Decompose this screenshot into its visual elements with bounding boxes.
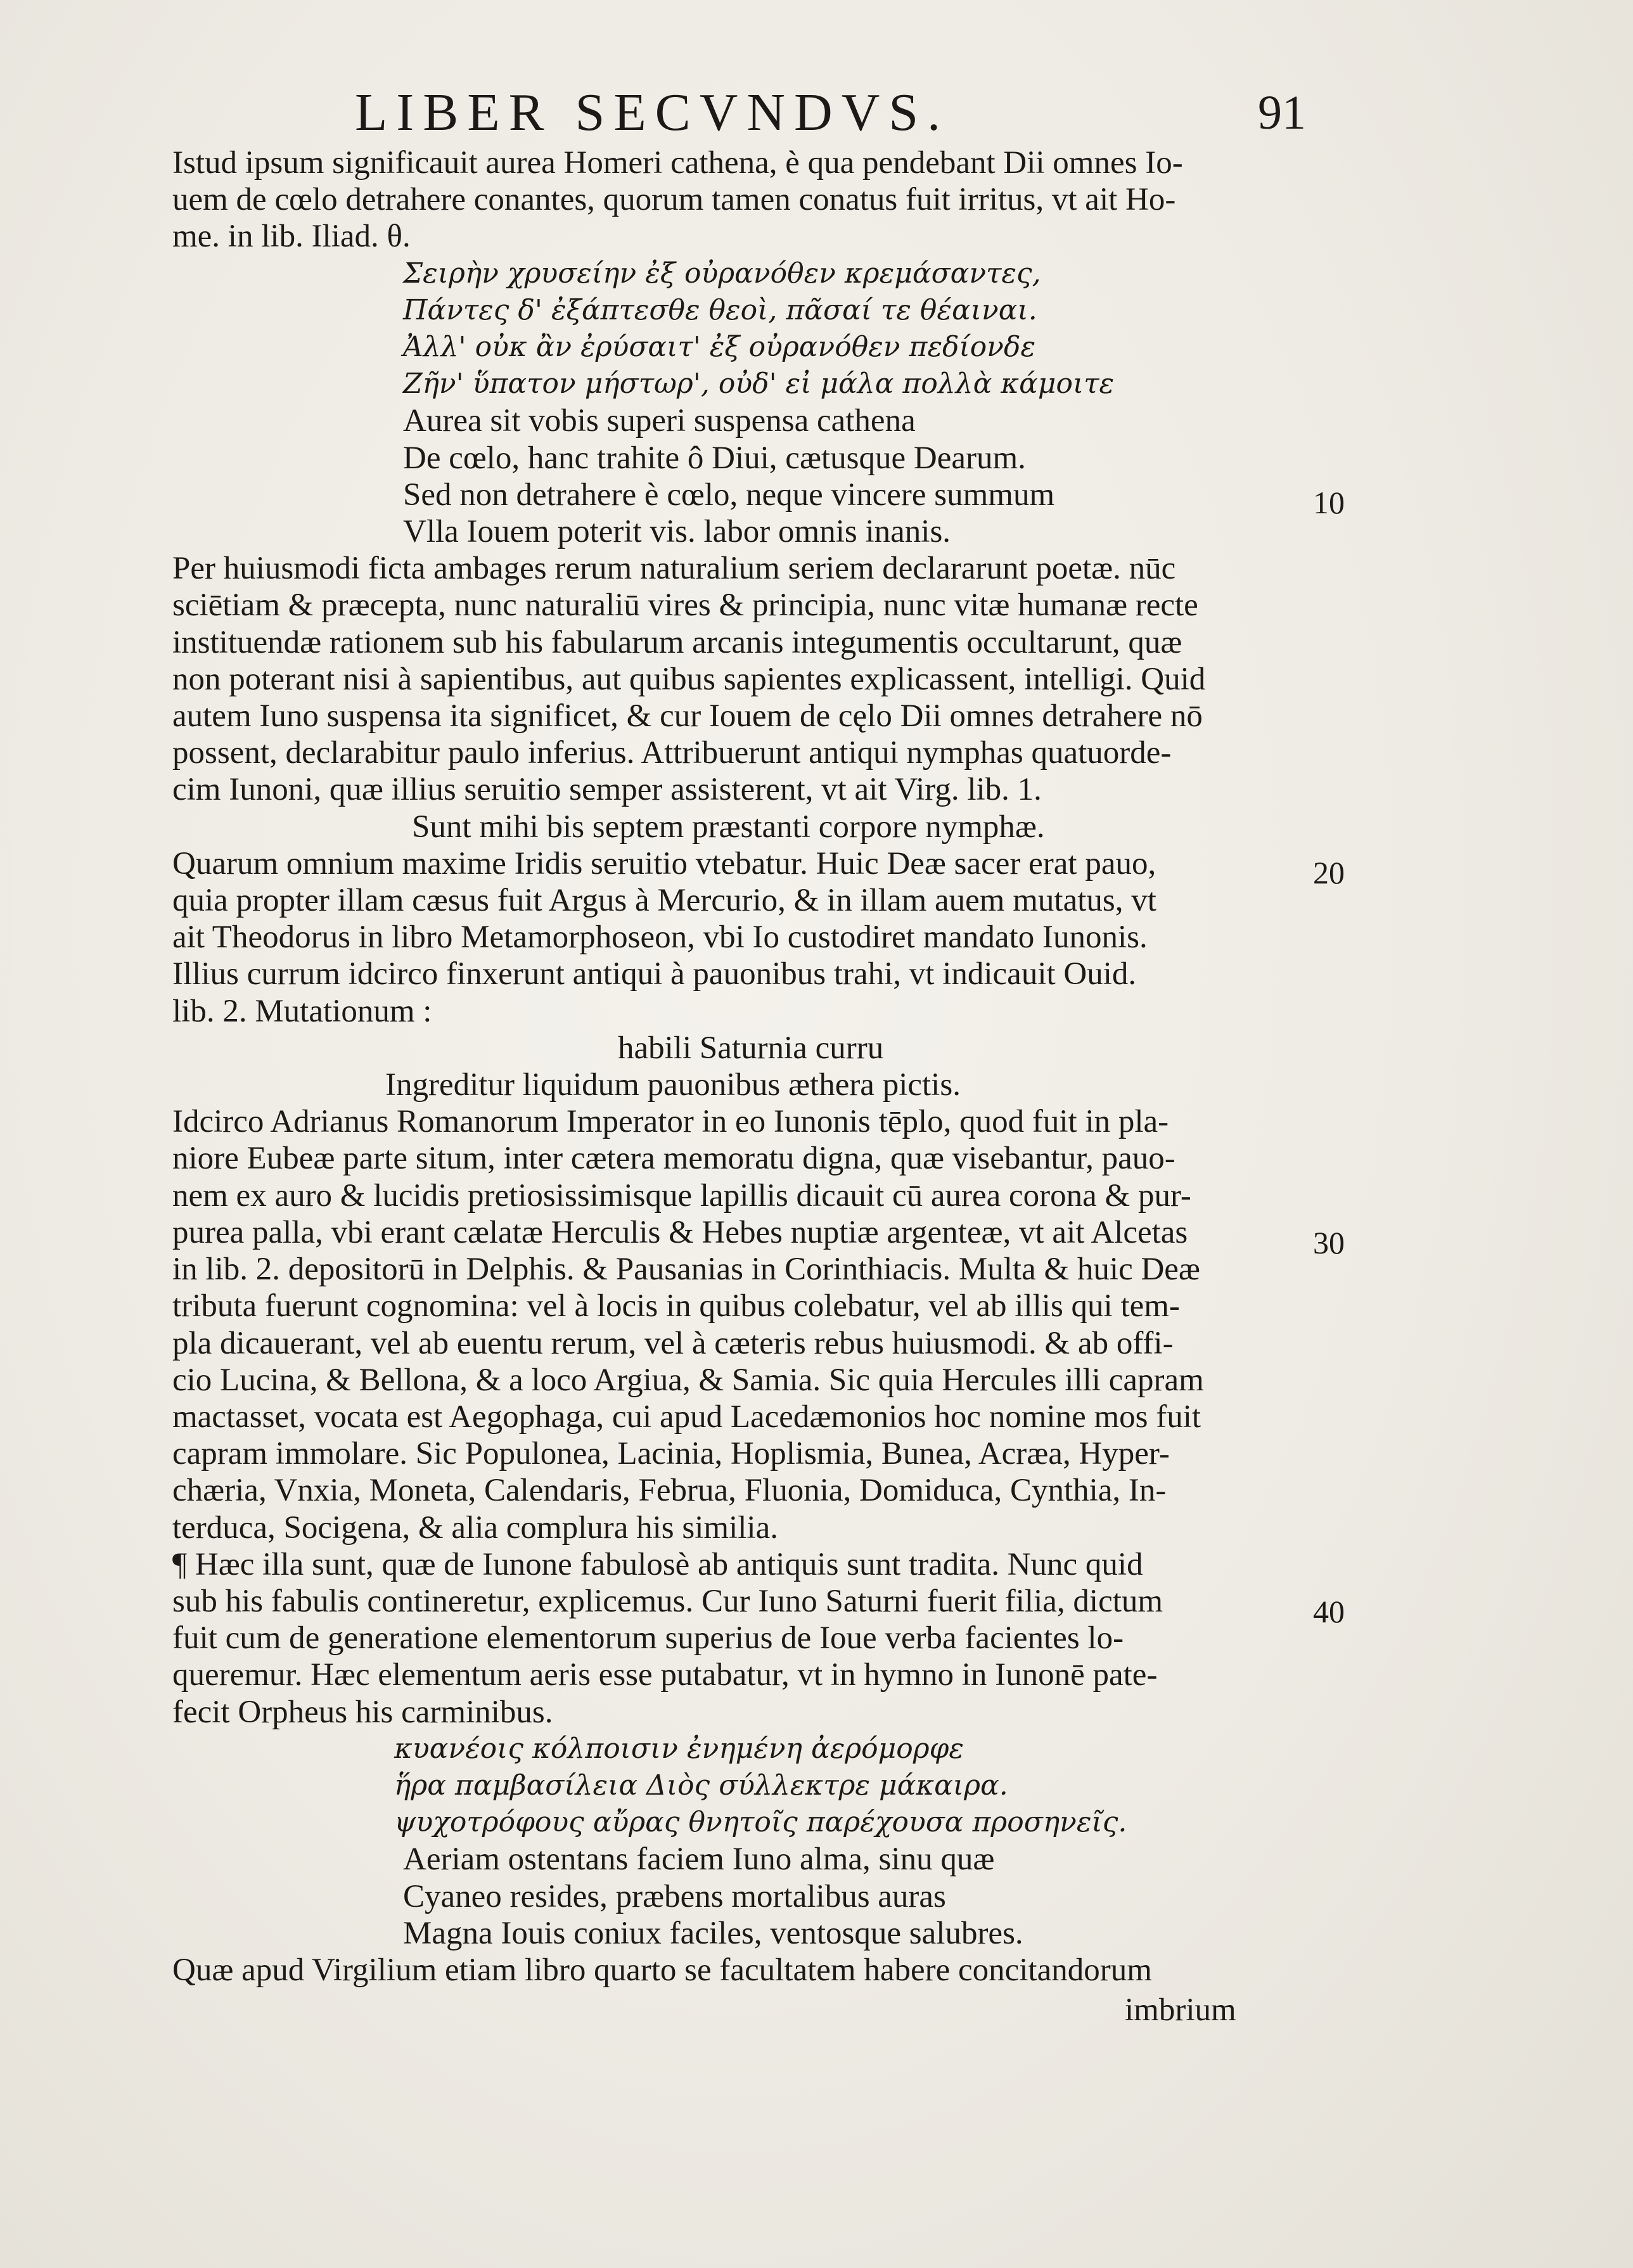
text-line: me. in lib. Iliad. θ. <box>172 219 411 255</box>
text-line: tributa fuerunt cognomina: vel à locis in quibus colebatur, vel ab illis qui tem- <box>172 1288 1180 1324</box>
verse-line: Vlla Iouem poterit vis. labor omnis inanis. <box>403 514 951 550</box>
text-line: capram immolare. Sic Populonea, Lacinia, Hoplismia, Bunea, Acræa, Hyper- <box>172 1436 1170 1472</box>
paragraph <box>172 144 1307 255</box>
text-line: ait Theodorus in libro Metamorphoseon, vbi Io custodiret mandato Iunonis. <box>172 919 1148 956</box>
verse-line: Ἀλλ' οὐκ ἂν ἐρύσαιτ' ἐξ οὐρανόθεν πεδίονδε <box>403 331 1036 364</box>
verse-line: habili Saturnia curru <box>618 1030 884 1066</box>
greek-verse <box>172 255 1307 403</box>
text-line: cim Iunoni, quæ illius seruitio semper assisterent, vt ait Virg. lib. 1. <box>172 772 1042 808</box>
verse-line: Aurea sit vobis superi suspensa cathena <box>403 403 916 439</box>
text-line: Per huiusmodi ficta ambages rerum naturalium seriem declararunt poetæ. nūc <box>172 551 1176 587</box>
verse-line: ψυχοτρόφους αὔρας θνητοῖς παρέχουσα προσηνεῖς. <box>394 1806 1127 1839</box>
verse-line: Aeriam ostentans faciem Iuno alma, sinu quæ <box>403 1842 995 1878</box>
text-line: niore Eubeæ parte situm, inter cætera memoratu digna, quæ visebantur, pauo- <box>172 1141 1175 1177</box>
text-line: Quæ apud Virgilium etiam libro quarto se facultatem habere concitandorum <box>172 1952 1152 1988</box>
text-line: in lib. 2. depositorū in Delphis. & Pausanias in Corinthiacis. Multa & huic Deæ <box>172 1252 1200 1288</box>
verse-line: Σειρὴν χρυσείην ἐξ οὐρανόθεν κρεμάσαντες, <box>403 257 1041 290</box>
running-header: LIBER SECVNDVS. <box>355 83 950 142</box>
text-line: autem Iuno suspensa ita significet, & cur Iouem de cęlo Dii omnes detrahere nō <box>172 698 1203 734</box>
verse-line: κυανέοις κόλποισιν ἐνημένη ἀερόμορφε <box>394 1732 964 1765</box>
ovid-verse <box>172 1030 1307 1103</box>
verse-line: Cyaneo resides, præbens mortalibus auras <box>403 1878 946 1914</box>
verse-line: Πάντες δ' ἐξάπτεσθε θεοὶ, πᾶσαί τε θέαιναι. <box>403 293 1037 326</box>
verse-line: Magna Iouis coniux faciles, ventosque salubres. <box>403 1915 1023 1951</box>
text-line: Idcirco Adrianus Romanorum Imperator in eo Iunonis tēplo, quod fuit in pla- <box>172 1104 1169 1140</box>
catchword: imbrium <box>1125 1992 1236 2028</box>
text-line: possent, declarabitur paulo inferius. Attribuerunt antiqui nymphas quatuorde- <box>172 735 1172 771</box>
text-line: cio Lucina, & Bellona, & a loco Argiua, & Samia. Sic quia Hercules illi capram <box>172 1362 1204 1398</box>
text-line: Istud ipsum significauit aurea Homeri cathena, è qua pendebant Dii omnes Io- <box>172 145 1183 181</box>
latin-verse <box>172 402 1307 550</box>
text-line: fuit cum de generatione elementorum superius de Ioue verba facientes lo- <box>172 1620 1124 1656</box>
main-text <box>172 144 1307 1989</box>
text-line: terduca, Socigena, & alia complura his similia. <box>172 1509 778 1546</box>
paragraph <box>172 550 1307 808</box>
text-line: ¶ Hæc illa sunt, quæ de Iunone fabulosè ab antiquis sunt tradita. Nunc quid <box>172 1546 1143 1582</box>
paragraph <box>172 845 1307 1030</box>
margin-line-number: 20 <box>1313 855 1345 890</box>
margin-line-number: 30 <box>1313 1225 1345 1260</box>
text-line: mactasset, vocata est Aegophaga, cui apud Lacedæmonios hoc nomine mos fuit <box>172 1399 1201 1435</box>
verse-line: Sunt mihi bis septem præstanti corpore nymphæ. <box>412 809 1045 845</box>
verse-line: ἥρα παμβασίλεια Διὸς σύλλεκτρε μάκαιρα. <box>394 1769 1008 1802</box>
greek-verse <box>172 1731 1307 1842</box>
text-line: quia propter illam cæsus fuit Argus à Mercurio, & in illam auem mutatus, vt <box>172 883 1156 919</box>
text-line: sciētiam & præcepta, nunc naturaliū vires & principia, nunc vitæ humanæ recte <box>172 587 1198 624</box>
text-line: nem ex auro & lucidis pretiosissimisque lapillis dicauit cū aurea corona & pur- <box>172 1177 1191 1214</box>
paragraph <box>172 1952 1307 1989</box>
margin-line-number: 40 <box>1313 1594 1345 1629</box>
paragraph <box>172 1103 1307 1546</box>
text-line: chæria, Vnxia, Moneta, Calendaris, Februa, Fluonia, Domiduca, Cynthia, In- <box>172 1473 1167 1509</box>
verse-line: Ingreditur liquidum pauonibus æthera pictis. <box>385 1067 961 1103</box>
latin-verse <box>172 809 1307 845</box>
text-line: sub his fabulis contineretur, explicemus. Cur Iuno Saturni fuerit filia, dictum <box>172 1583 1163 1619</box>
text-line: non poterant nisi à sapientibus, aut quibus sapientes explicassent, intelligi. Quid <box>172 661 1206 697</box>
text-line: purea palla, vbi erant cælatæ Herculis & Hebes nuptiæ argenteæ, vt ait Alcetas <box>172 1214 1188 1250</box>
margin-line-number: 10 <box>1313 485 1345 520</box>
text-line: pla dicauerant, vel ab euentu rerum, vel à cæteris rebus huiusmodi. & ab offi- <box>172 1325 1174 1361</box>
paragraph <box>172 1546 1307 1731</box>
text-line: lib. 2. Mutationum : <box>172 993 432 1029</box>
page-number: 91 <box>1258 86 1306 139</box>
text-line: Illius currum idcirco finxerunt antiqui à pauonibus trahi, vt indicauit Ouid. <box>172 956 1137 992</box>
verse-line: De cœlo, hanc trahite ô Diui, cætusque Dearum. <box>403 440 1026 476</box>
text-line: instituendæ rationem sub his fabularum arcanis integumentis occultarunt, quæ <box>172 624 1182 660</box>
text-line: uem de cœlo detrahere conantes, quorum tamen conatus fuit irritus, vt ait Ho- <box>172 182 1176 218</box>
latin-verse <box>172 1841 1307 1952</box>
verse-line: Sed non detrahere è cœlo, neque vincere summum <box>403 477 1055 513</box>
text-line: Quarum omnium maxime Iridis seruitio vtebatur. Huic Deæ sacer erat pauo, <box>172 845 1156 881</box>
text-line: queremur. Hæc elementum aeris esse putabatur, vt in hymno in Iunonē pate- <box>172 1657 1158 1693</box>
verse-line: Ζῆν' ὕπατον μήστωρ', οὐδ' εἰ μάλα πολλὰ κάμοιτε <box>403 368 1115 400</box>
text-line: fecit Orpheus his carminibus. <box>172 1694 553 1730</box>
